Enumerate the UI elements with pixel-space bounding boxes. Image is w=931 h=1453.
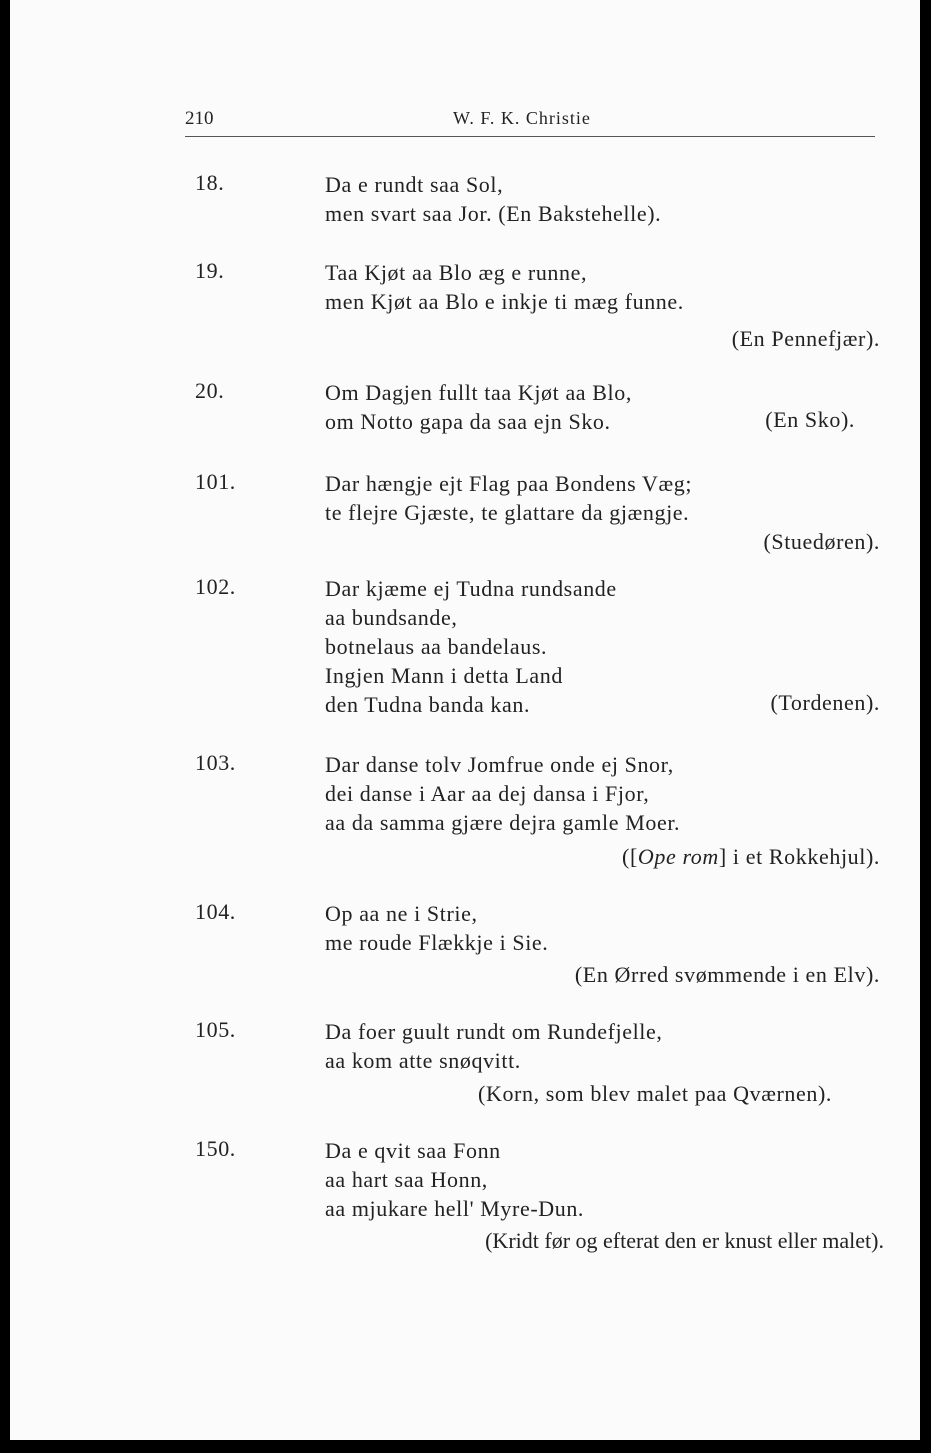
riddle-line: aa kom atte snøqvitt. xyxy=(325,1048,521,1073)
page-number: 210 xyxy=(185,108,214,129)
answer-italic: Ope rom xyxy=(637,844,719,869)
riddle-line: Ingjen Mann i detta Land xyxy=(325,663,563,688)
riddle-line: dei danse i Aar aa dej dansa i Fjor, xyxy=(325,781,650,806)
riddle-answer: (Tordenen). xyxy=(770,690,880,715)
riddle-text xyxy=(325,750,680,837)
riddle-text xyxy=(325,170,661,228)
riddle-line: den Tudna banda kan. xyxy=(325,692,531,717)
riddle-line: me roude Flækkje i Sie. xyxy=(325,930,549,955)
riddle-answer: (En Sko). xyxy=(765,407,855,432)
riddle-answer: (En Pennefjær). xyxy=(731,326,880,351)
riddle-line: Da e rundt saa Sol, xyxy=(325,172,504,197)
riddle-answer: (Korn, som blev malet paa Qværnen). xyxy=(478,1081,832,1106)
riddle-number: 104. xyxy=(195,899,236,924)
riddle-number: 101. xyxy=(195,469,236,494)
riddle-text xyxy=(325,258,684,316)
riddle-line: Taa Kjøt aa Blo æg e runne, xyxy=(325,260,588,285)
riddle-text xyxy=(325,899,548,957)
riddle-line: Dar danse tolv Jomfrue onde ej Snor, xyxy=(325,752,674,777)
riddle-answer: (Kridt før og efterat den er knust eller malet). xyxy=(485,1228,884,1253)
riddle-line: Da e qvit saa Fonn xyxy=(325,1138,501,1163)
riddle-answer: (En Ørred svømmende i en Elv). xyxy=(574,962,880,987)
riddle-line: Da foer guult rundt om Rundefjelle, xyxy=(325,1019,663,1044)
answer-close: ] i et Rokkehjul). xyxy=(718,844,880,869)
page-header xyxy=(185,108,875,138)
riddle-text xyxy=(325,574,617,719)
riddle-text xyxy=(325,1136,584,1223)
riddle-line: om Notto gapa da saa ejn Sko. xyxy=(325,409,611,434)
riddle-line: te flejre Gjæste, te glattare da gjængje. xyxy=(325,500,690,525)
riddle-text xyxy=(325,1017,662,1075)
header-rule xyxy=(185,136,875,137)
riddle-line: Om Dagjen fullt taa Kjøt aa Blo, xyxy=(325,380,632,405)
riddle-line: botnelaus aa bandelaus. xyxy=(325,634,548,659)
riddle-line: aa mjukare hell' Myre-Dun. xyxy=(325,1196,585,1221)
riddle-number: 150. xyxy=(195,1136,236,1161)
riddle-line: aa hart saa Honn, xyxy=(325,1167,488,1192)
riddle-number: 20. xyxy=(195,378,225,403)
riddle-answer: (Stuedøren). xyxy=(763,529,880,554)
book-page xyxy=(10,0,920,1440)
riddle-number: 105. xyxy=(195,1017,236,1042)
riddle-number: 19. xyxy=(195,258,225,283)
riddle-line: aa bundsande, xyxy=(325,605,458,630)
riddle-line: men Kjøt aa Blo e inkje ti mæg funne. xyxy=(325,289,684,314)
riddle-line: Dar kjæme ej Tudna rundsande xyxy=(325,576,617,601)
riddle-line: aa da samma gjære dejra gamle Moer. xyxy=(325,810,681,835)
answer-open: ([ xyxy=(622,844,638,869)
riddle-text xyxy=(325,378,632,436)
riddle-text xyxy=(325,469,692,527)
riddle-line: Dar hængje ejt Flag paa Bondens Væg; xyxy=(325,471,693,496)
running-title: W. F. K. Christie xyxy=(453,108,591,128)
riddle-number: 102. xyxy=(195,574,236,599)
riddle-line: men svart saa Jor. (En Bakstehelle). xyxy=(325,201,662,226)
riddle-number: 103. xyxy=(195,750,236,775)
riddle-answer xyxy=(622,842,880,871)
riddle-line: Op aa ne i Strie, xyxy=(325,901,478,926)
riddle-number: 18. xyxy=(195,170,225,195)
